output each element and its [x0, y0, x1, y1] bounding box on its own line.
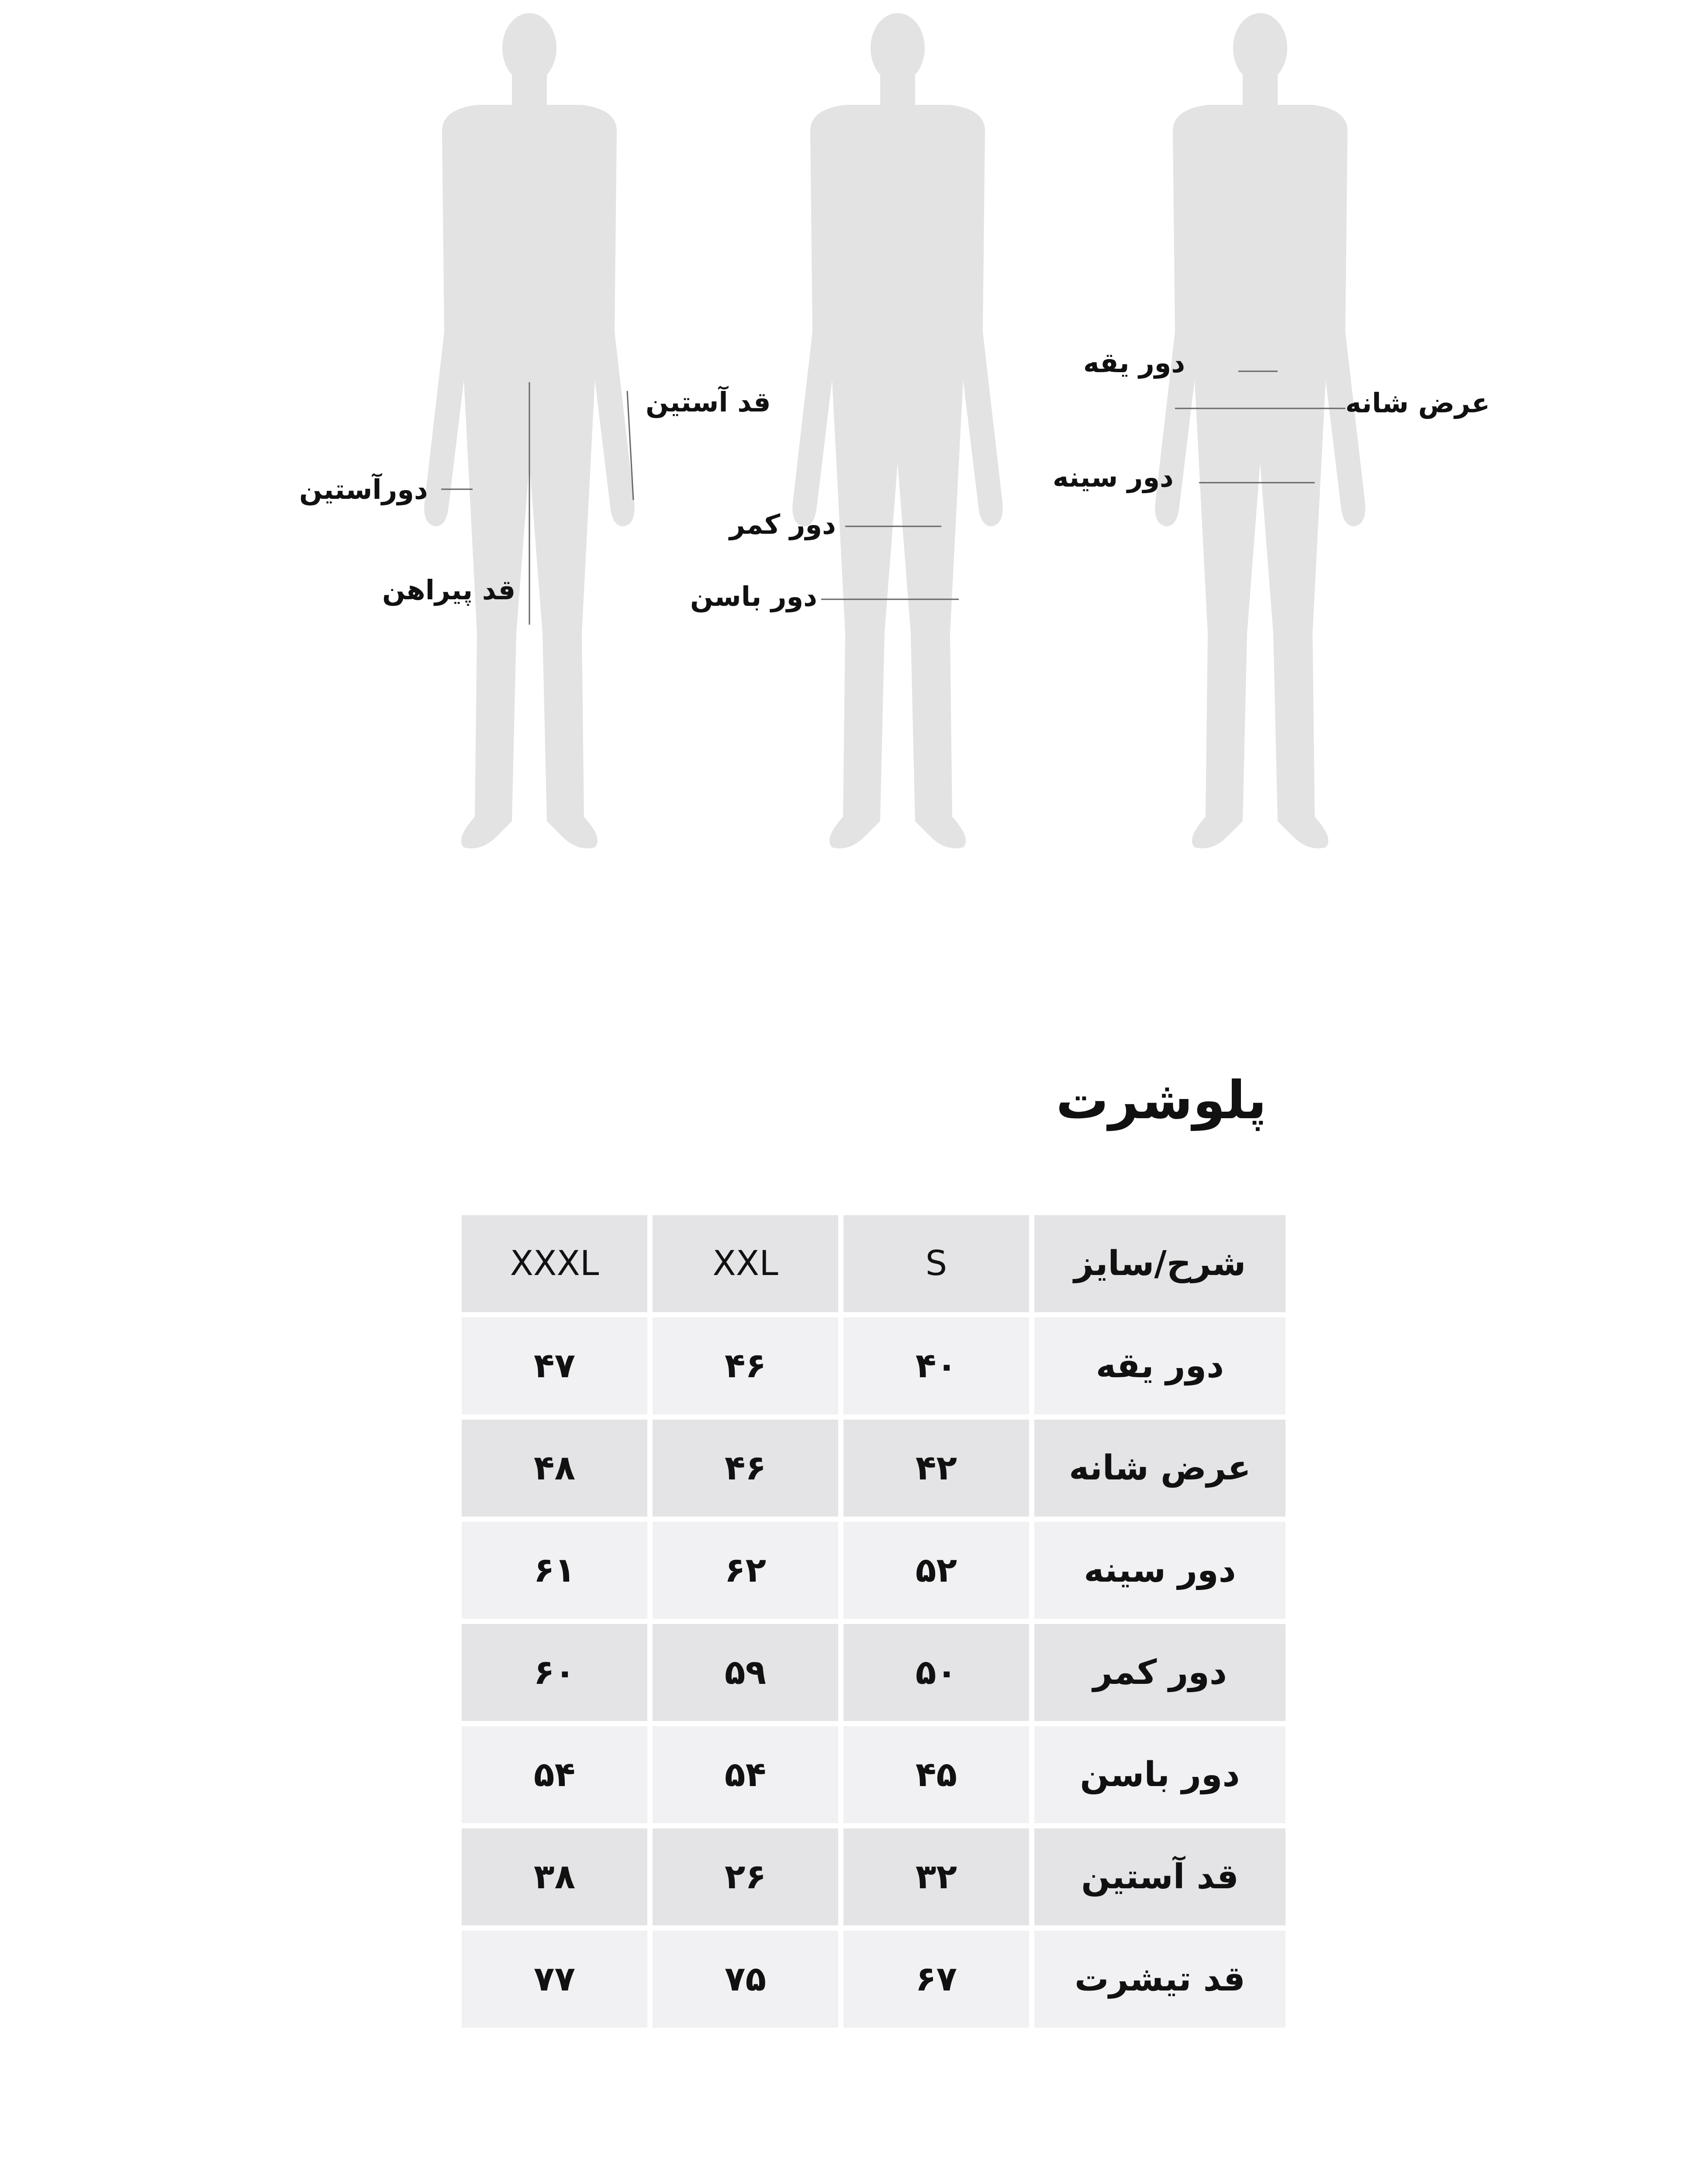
measurement-figures [0, 0, 1707, 1005]
row-label: دور کمر [1034, 1624, 1285, 1721]
cell-s: ۵۰ [843, 1624, 1029, 1721]
header-size-s: S [843, 1215, 1029, 1312]
back-figure [1155, 13, 1365, 848]
row-label: دور یقه [1034, 1317, 1285, 1414]
cell-xxl: ۵۹ [653, 1624, 838, 1721]
table-row [462, 1931, 1285, 2028]
cell-xxxl: ۷۷ [462, 1931, 647, 2028]
header-size-xxxl: XXXL [462, 1215, 647, 1312]
cell-xxl: ۷۵ [653, 1931, 838, 2028]
cell-xxl: ۴۶ [653, 1317, 838, 1414]
table-row [462, 1828, 1285, 1925]
cell-xxl: ۲۶ [653, 1828, 838, 1925]
row-label: دور باسن [1034, 1726, 1285, 1823]
fig-label-neck: دور یقه [1083, 347, 1185, 379]
fig-label-shirt-length: قد پیراهن [382, 574, 516, 606]
fig-label-hip: دور باسن [690, 581, 817, 612]
cell-xxl: ۶۲ [653, 1522, 838, 1619]
cell-s: ۵۲ [843, 1522, 1029, 1619]
cell-xxl: ۵۴ [653, 1726, 838, 1823]
fig-label-chest: دور سینه [1053, 461, 1174, 493]
cell-s: ۶۷ [843, 1931, 1029, 2028]
front-figure [792, 13, 1002, 848]
cell-xxl: ۴۶ [653, 1420, 838, 1517]
table-row [462, 1624, 1285, 1721]
body-silhouettes [0, 0, 1707, 1005]
fig-label-sleeve-length: قد آستین [646, 386, 771, 418]
row-label: دور سینه [1034, 1522, 1285, 1619]
table-row [462, 1420, 1285, 1517]
page-title: پلوشرت [1056, 1070, 1267, 1131]
cell-s: ۴۲ [843, 1420, 1029, 1517]
row-label: قد تیشرت [1034, 1931, 1285, 2028]
cell-xxxl: ۶۱ [462, 1522, 647, 1619]
table-row [462, 1522, 1285, 1619]
cell-xxxl: ۳۸ [462, 1828, 647, 1925]
header-label: شرح/سایز [1034, 1215, 1285, 1312]
header-size-xxl: XXL [653, 1215, 838, 1312]
fig-label-sleeve-circ: دورآستین [299, 473, 428, 505]
size-table [456, 1210, 1291, 2033]
row-label: عرض شانه [1034, 1420, 1285, 1517]
cell-xxxl: ۴۷ [462, 1317, 647, 1414]
cell-xxxl: ۵۴ [462, 1726, 647, 1823]
row-label: قد آستین [1034, 1828, 1285, 1925]
fig-label-waist: دور کمر [729, 508, 836, 540]
cell-s: ۴۰ [843, 1317, 1029, 1414]
table-header-row [462, 1215, 1285, 1312]
cell-xxxl: ۴۸ [462, 1420, 647, 1517]
table-row [462, 1317, 1285, 1414]
cell-xxxl: ۶۰ [462, 1624, 647, 1721]
table-row [462, 1726, 1285, 1823]
cell-s: ۳۲ [843, 1828, 1029, 1925]
fig-label-shoulder: عرض شانه [1345, 387, 1490, 419]
cell-s: ۴۵ [843, 1726, 1029, 1823]
